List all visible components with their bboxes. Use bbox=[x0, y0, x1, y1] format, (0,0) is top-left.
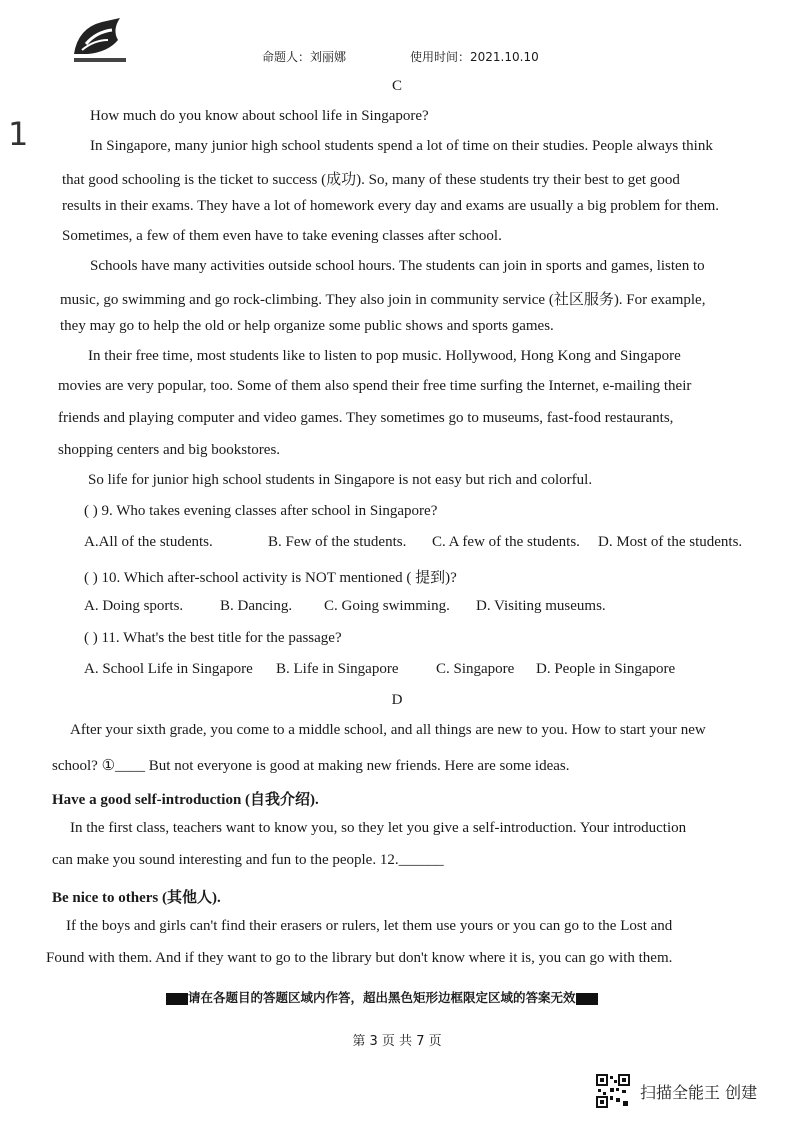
passage-c-line: friends and playing computer and video games. They sometimes go to museums, fast-food restaurants, bbox=[58, 410, 674, 426]
question-10-option: A. Doing sports. bbox=[84, 598, 184, 614]
question-9-stem: ( ) 9. Who takes evening classes after school in Singapore? bbox=[84, 503, 438, 519]
question-11-option: D. People in Singapore bbox=[536, 661, 676, 677]
question-10-option: D. Visiting museums. bbox=[476, 598, 606, 614]
passage-c-line: So life for junior high school students in Singapore is not easy but rich and colorful. bbox=[88, 472, 593, 488]
header-author: 命题人：刘丽娜 bbox=[262, 50, 347, 64]
qr-code-icon bbox=[596, 1074, 630, 1108]
question-9-option: C. A few of the students. bbox=[432, 534, 580, 550]
passage-c-line: Schools have many activities outside school hours. The students can join in sports and games, listen to bbox=[90, 258, 705, 274]
passage-c-line: music, go swimming and go rock-climbing. They also join in community service (社区服务). For example, bbox=[60, 292, 706, 308]
passage-d-line: If the boys and girls can't find their erasers or rulers, let them use yours or you can go to the Lost and bbox=[66, 918, 673, 934]
passage-c-line: shopping centers and big bookstores. bbox=[58, 442, 281, 458]
section-d-letter: D bbox=[391, 692, 403, 708]
passage-d-line: school? ①____ But not everyone is good at making new friends. Here are some ideas. bbox=[52, 758, 570, 774]
passage-c-line: that good schooling is the ticket to success (成功). So, many of these students try their best to get good bbox=[62, 172, 680, 188]
margin-handwriting-mark: 1 bbox=[8, 115, 29, 153]
question-11-option: C. Singapore bbox=[436, 661, 515, 677]
passage-c-line: Sometimes, a few of them even have to take evening classes after school. bbox=[62, 228, 502, 244]
passage-c-line: In their free time, most students like to listen to pop music. Hollywood, Hong Kong and Singapore bbox=[88, 348, 681, 364]
question-10-option: C. Going swimming. bbox=[324, 598, 450, 614]
heading-self-introduction: Have a good self-introduction (自我介绍). bbox=[52, 792, 319, 808]
answer-area-notice: 请在各题目的答题区域内作答，超出黑色矩形边框限定区域的答案无效 bbox=[166, 988, 598, 1006]
page-number: 第 3 页 共 7 页 bbox=[352, 1034, 442, 1049]
passage-d-line: Found with them. And if they want to go to the library but don't know where it is, you can go with them. bbox=[46, 950, 673, 966]
passage-c-line: How much do you know about school life in Singapore? bbox=[90, 108, 429, 124]
passage-c-line: movies are very popular, too. Some of them also spend their free time surfing the Internet, e-mailing their bbox=[58, 378, 692, 394]
passage-d-line: In the first class, teachers want to know you, so they let you give a self-introduction. Your introduction bbox=[70, 820, 687, 836]
question-9-option: B. Few of the students. bbox=[268, 534, 407, 550]
question-9-option: A.All of the students. bbox=[84, 534, 213, 550]
question-9-option: D. Most of the students. bbox=[598, 534, 743, 550]
passage-c-line: they may go to help the old or help organize some public shows and sports games. bbox=[60, 318, 554, 334]
black-marker-right bbox=[576, 993, 598, 1005]
heading-be-nice: Be nice to others (其他人). bbox=[52, 890, 221, 906]
question-10-option: B. Dancing. bbox=[220, 598, 293, 614]
question-11-option: B. Life in Singapore bbox=[276, 661, 399, 677]
passage-c-line: results in their exams. They have a lot of homework every day and exams are usually a big problem for them. bbox=[62, 198, 720, 214]
question-10-stem: ( ) 10. Which after-school activity is NOT mentioned ( 提到)? bbox=[84, 570, 457, 586]
passage-d-line: can make you sound interesting and fun to the people. 12.______ bbox=[52, 852, 444, 868]
passage-d-line: After your sixth grade, you come to a middle school, and all things are new to you. How to start your new bbox=[70, 722, 706, 738]
black-marker-left bbox=[166, 993, 188, 1005]
section-c-letter: C bbox=[391, 78, 402, 94]
question-11-stem: ( ) 11. What's the best title for the passage? bbox=[84, 630, 342, 646]
question-11-option: A. School Life in Singapore bbox=[84, 661, 253, 677]
school-logo bbox=[68, 14, 132, 66]
passage-c-line: In Singapore, many junior high school students spend a lot of time on their studies. People always think bbox=[90, 138, 713, 154]
scanner-watermark: 扫描全能王 创建 bbox=[640, 1083, 758, 1102]
header-date: 使用时间：2021.10.10 bbox=[410, 50, 539, 64]
